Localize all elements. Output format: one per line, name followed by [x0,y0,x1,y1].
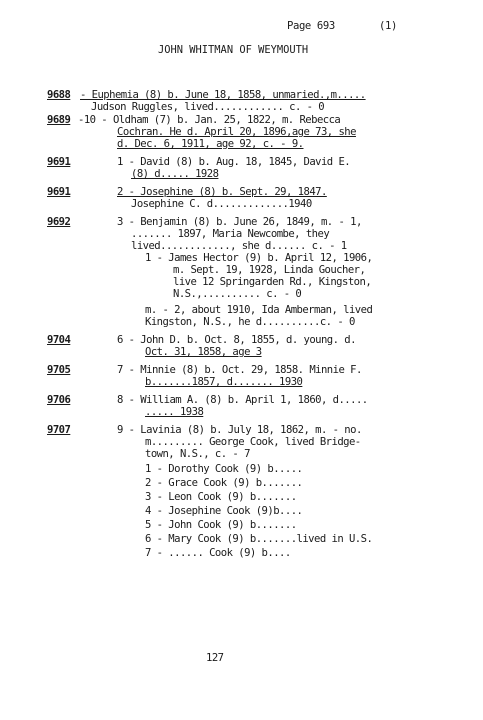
entry-number: 9692 [47,216,71,228]
entry-line: Oct. 31, 1858, age 3 [145,346,262,358]
entry-line: m......... George Cook, lived Bridge- [145,436,361,448]
part-label: (1) [379,20,397,32]
entry-number: 9688 [47,89,71,101]
entry-line: 1 - David (8) b. Aug. 18, 1845, David E. [117,156,351,168]
entry-line: ....... 1897, Maria Newcombe, they [131,228,330,240]
entry-number: 9691 [47,156,71,168]
child-line: 4 - Josephine Cook (9)b.... [145,505,303,517]
entry-line: Kingston, N.S., he d..........c. - 0 [145,316,355,328]
entry-number: 9689 [47,114,71,126]
entry-number: 9704 [47,334,71,346]
entry-line: (8) d..... 1928 [131,168,219,180]
child-line: 3 - Leon Cook (9) b....... [145,491,297,503]
entry-line: d. Dec. 6, 1911, age 92, c. - 9. [117,138,304,150]
entry-number: 9705 [47,364,71,376]
entry-line: lived............, she d...... c. - 1 [131,240,347,252]
entry-number: 9691 [47,186,71,198]
entry-line: - Euphemia (8) b. June 18, 1858, unmaried.,m..... [80,89,366,101]
entry-line: N.S.,.......... c. - 0 [173,288,302,300]
entry-number: 9706 [47,394,71,406]
page-label: Page 693 [287,20,335,32]
entry-line: town, N.S., c. - 7 [145,448,250,460]
page-number: 127 [206,652,224,664]
entry-line: Cochran. He d. April 20, 1896,age 73, she [117,126,356,138]
entry-line: 8 - William A. (8) b. April 1, 1860, d..... [117,394,368,406]
entry-line: 7 - Minnie (8) b. Oct. 29, 1858. Minnie F. [117,364,362,376]
child-line: 6 - Mary Cook (9) b.......lived in U.S. [145,533,373,545]
entry-line: 1 - James Hector (9) b. April 12, 1906, [145,252,373,264]
entry-line: Josephine C. d.............1940 [131,198,312,210]
child-line: 1 - Dorothy Cook (9) b..... [145,463,303,475]
entry-line: 9 - Lavinia (8) b. July 18, 1862, m. - no. [117,424,362,436]
entry-line: live 12 Springarden Rd., Kingston, [173,276,372,288]
entry-line: ..... 1938 [145,406,204,418]
entry-line: m. - 2, about 1910, Ida Amberman, lived [145,304,373,316]
page-title: JOHN WHITMAN OF WEYMOUTH [158,44,309,56]
entry-line: 2 - Josephine (8) b. Sept. 29, 1847. [117,186,327,198]
child-line: 7 - ...... Cook (9) b.... [145,547,291,559]
child-line: 2 - Grace Cook (9) b....... [145,477,303,489]
entry-line: -10 - Oldham (7) b. Jan. 25, 1822, m. Rebecca [78,114,341,126]
entry-line: m. Sept. 19, 1928, Linda Goucher, [173,264,366,276]
entry-line: 6 - John D. b. Oct. 8, 1855, d. young. d. [117,334,356,346]
entry-line: 3 - Benjamin (8) b. June 26, 1849, m. - 1, [117,216,362,228]
child-line: 5 - John Cook (9) b....... [145,519,297,531]
entry-line: b.......1857, d....... 1930 [145,376,303,388]
entry-number: 9707 [47,424,71,436]
entry-line: Judson Ruggles, lived............ c. - 0 [91,101,325,113]
